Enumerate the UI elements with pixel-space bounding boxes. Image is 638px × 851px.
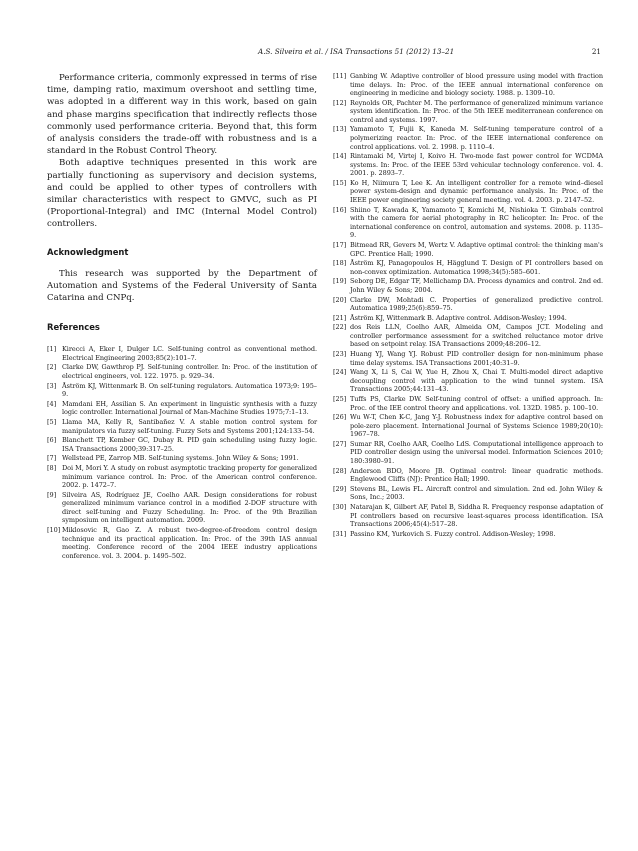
left-column [47,72,317,561]
reference-text: Åström KJ, Panagopoulos H, Hägglund T. Design of PI controllers based on non-convex optimization. Automatica 1998;34(5):585–601. [350,259,603,276]
reference-number: [21] [333,313,347,322]
reference-item [333,179,603,205]
reference-text: Miklosovic R, Gao Z. A robust two-degree-of-freedom control design technique and its practical application. In: Proc. of the 39th IAS annual meeting. Conference record of the 2004 IEEE industry applications conference. vol. 3. 2004. p. 1495–502. [62,526,317,560]
reference-text: Anderson BDO, Moore JB. Optimal control: linear quadratic methods. Englewood Cliffs (NJ): Prentice Hall; 1990. [350,466,603,484]
reference-item [47,526,317,560]
reference-text: Ganbing W. Adaptive controller of blood pressure using model with fraction time delays. In: Proc. of the IEEE annual international conference on engineering in medicine and biology society. 1988. p. 1309–10. [350,72,603,98]
reference-text: Silveira AS, Rodríguez JE, Coelho AAR. Design considerations for robust generalized minimum variance control in a modified 2-DOF structure with direct self-tuning and Fuzzy Scheduling. In: Proc. of the 9th Brazilian symposium on intelligent automation. 2009. [62,490,317,525]
reference-number: [15] [333,178,347,187]
references-heading: References [47,322,100,333]
reference-number: [19] [333,277,347,286]
reference-item [333,314,603,323]
reference-text: Tuffs PS, Clarke DW. Self-tuning control of offset: a unified approach. In: Proc. of the IEE control theory and applications. vol. 132D. 1985. p. 100–10. [350,395,603,412]
reference-number: [1] [47,345,57,354]
reference-item [333,395,603,412]
reference-item [333,259,603,276]
reference-item [47,491,317,525]
reference-list-left [47,345,317,560]
reference-item [333,350,603,367]
reference-number: [4] [47,399,57,408]
reference-number: [11] [333,72,347,80]
reference-text: Bitmead RR, Gevers M, Wertz V. Adaptive optimal control: the thinking man's GPC. Prentice Hall; 1990. [350,240,603,258]
reference-number: [26] [333,413,347,422]
reference-item [333,241,603,258]
reference-text: Huang YJ, Wang YJ. Robust PID controller design for non-minimum phase time delay systems. ISA Transactions 2001;40:31–9. [350,350,603,367]
reference-item [333,99,603,125]
reference-text: Åström KJ, Wittenmark B. Adaptive control. Addison-Wesley; 1994. [350,313,567,322]
reference-number: [12] [333,98,347,107]
reference-text: Seborg DE, Edgar TF, Mellichamp DA. Process dynamics and control. 2nd ed. John Wiley & Sons; 2004. [350,277,603,294]
reference-number: [31] [333,529,347,538]
body-paragraph: Performance criteria, commonly expressed in terms of rise time, damping ratio, maximum overshoot and settling time, was adopted in a different way in this work, based on gain and phase margins specification that indirectly reflects those commonly used performance criteria. Beyond that, this form of analysis considers the trade-off with robustness and is a standard in the Robust Control Theory. [47,73,317,157]
reference-number: [6] [47,436,57,445]
reference-item [333,72,603,98]
reference-text: Reynolds OR, Pachter M. The performance of generalized minimum variance system identification. In: Proc. of the 5th IEEE mediterranean conference on control and systems. 1997. [350,98,603,124]
reference-item [333,440,603,466]
reference-item [47,400,317,417]
running-title: A.S. Silveira et al. / ISA Transactions 51 (2012) 13–21 [258,47,455,56]
reference-text: Stevens BL, Lewis FL. Aircraft control and simulation. 2nd ed. John Wiley & Sons, Inc.; 2003. [350,484,603,502]
reference-number: [22] [333,323,347,332]
reference-text: Ko H, Niimura T, Lee K. An intelligent controller for a remote wind–diesel power system-design and dynamic performance analysis. In: Proc. of the IEEE power engineering society general meeting. vol. 4. 2003. p. 2147–52. [350,178,603,205]
reference-text: Natarajan K, Gilbert AF, Patel B, Siddha R. Frequency response adaptation of PI controllers based on recursive least-squares process identification. ISA Transactions 2006;45(4):517–28. [350,503,603,529]
reference-number: [3] [47,381,57,390]
acknowledgment-text: This research was supported by the Department of Automation and Systems of the Federal University of Santa Catarina and CNPq. [47,268,317,304]
reference-text: Sumar RR, Coelho AAR, Coelho LdS. Computational intelligence approach to PID controller design using the universal model. Information Sciences 2010; 180:3980–91. [350,439,603,466]
reference-number: [9] [47,490,57,499]
page-number: 21 [591,47,601,56]
reference-item [47,382,317,399]
reference-text: Shiino T, Kawada K, Yamamoto T, Komichi M, Nishioka T. Gimbals control with the camera for aerial photography in RC helicopter. In: Proc. of the international conference on control, automation and systems. 2008. p. 1135–9. [350,205,603,240]
reference-item [333,323,603,349]
reference-text: Rintamaki M, Virtej I, Koivo H. Two-mode fast power control for WCDMA systems. In: Proc. of the IEEE 53rd vehicular technology conference. vol. 4. 2001. p. 2893–7. [350,152,603,178]
reference-number: [17] [333,240,347,249]
right-column [333,72,603,539]
reference-list-right [333,72,603,538]
reference-number: [23] [333,350,347,359]
reference-number: [24] [333,368,347,377]
reference-text: Clarke DW, Gawthrop PJ. Self-tuning controller. In: Proc. of the institution of electrical engineers, vol. 122. 1975. p. 929–34. [62,363,317,380]
reference-text: Kirecci A, Eker I, Dulger LC. Self-tuning control as conventional method. Electrical Engineering 2003;85(2):101–7. [62,345,317,362]
reference-text: Wang X, Li S, Cai W, Yue H, Zhou X, Chai T. Multi-model direct adaptive decoupling control with application to the wind tunnel system. ISA Transactions 2005;44:131–43. [350,368,603,394]
reference-number: [5] [47,418,57,426]
reference-number: [18] [333,259,347,268]
reference-item [333,125,603,151]
reference-item [47,436,317,453]
reference-number: [10] [47,526,61,535]
reference-number: [7] [47,454,57,463]
reference-text: Yamamoto T, Fujii K, Kaneda M. Self-tuning temperature control of a polymerizing reactor. In: Proc. of the IEEE international conference on control applications. vol. 2. 1998. p. 1110–4. [350,125,603,151]
reference-number: [29] [333,484,347,493]
reference-item [333,277,603,294]
reference-number: [14] [333,152,347,161]
reference-item [333,485,603,502]
reference-text: Llama MA, Kelly R, Santibañez V. A stable motion control system for manipulators via fuzzy self-tuning. Fuzzy Sets and Systems 2001;124:133–54. [62,418,317,435]
acknowledgment-heading: Acknowledgment [47,246,129,257]
reference-text: Wu W-T, Chen K-C, Jang Y-J. Robustness index for adaptive control based on pole-zero placement. International Journal of Systems Science 1989;20(10): 1967–78. [350,413,603,439]
reference-item [47,464,317,490]
reference-number: [27] [333,439,347,448]
reference-item [333,530,603,539]
reference-text: Blanchett TP, Kember GC, Dubay R. PID gain scheduling using fuzzy logic. ISA Transactions 2000;39:317–25. [62,436,317,453]
reference-text: dos Reis LLN, Coelho AAR, Almeida OM, Campos JCT. Modeling and controller performance assessment for a switched reluctance motor drive based on setpoint relay. ISA Transactions 2009;48:206–12. [350,323,603,349]
reference-item [333,503,603,529]
running-head [0,46,638,58]
reference-item [333,152,603,178]
reference-item [47,363,317,380]
reference-text: Passino KM, Yurkovich S. Fuzzy control. Addison-Wesley; 1998. [350,529,556,538]
reference-number: [28] [333,466,347,475]
body-paragraph: Both adaptive techniques presented in this work are partially functioning as supervisory and decision systems, and could be applied to other types of controllers with similar characteristics with respect to GMVC, such as PI (Proportional-Integral) and IMC (Internal Model Control) controllers. [47,158,317,230]
reference-item [333,467,603,484]
reference-text: Mamdani EH, Assilian S. An experiment in linguistic synthesis with a fuzzy logic controller. International Journal of Man-Machine Studies 1975;7:1–13. [62,399,317,417]
reference-item [333,368,603,394]
reference-number: [13] [333,125,347,134]
reference-text: Doi M, Mori Y. A study on robust asymptotic tracking property for generalized minimum variance control. In: Proc. of the American control conference. 2002. p. 1472–7. [62,464,317,490]
reference-text: Clarke DW, Mohtadi C. Properties of generalized predictive control. Automatica 1989;25(6):859–75. [350,295,603,313]
reference-text: Wellstead PE, Zarrop MB. Self-tuning systems. John Wiley & Sons; 1991. [62,454,299,463]
reference-item [333,296,603,313]
reference-item [47,418,317,435]
reference-number: [16] [333,205,347,214]
reference-number: [20] [333,295,347,304]
reference-item [333,413,603,439]
reference-item [47,454,317,463]
reference-number: [8] [47,464,57,473]
reference-item [47,345,317,362]
reference-item [333,206,603,240]
reference-number: [2] [47,363,57,372]
reference-text: Åström KJ, Wittenmark B. On self-tuning regulators. Automatica 1973;9: 195–9. [62,381,317,399]
reference-number: [30] [333,503,347,512]
reference-number: [25] [333,395,347,403]
